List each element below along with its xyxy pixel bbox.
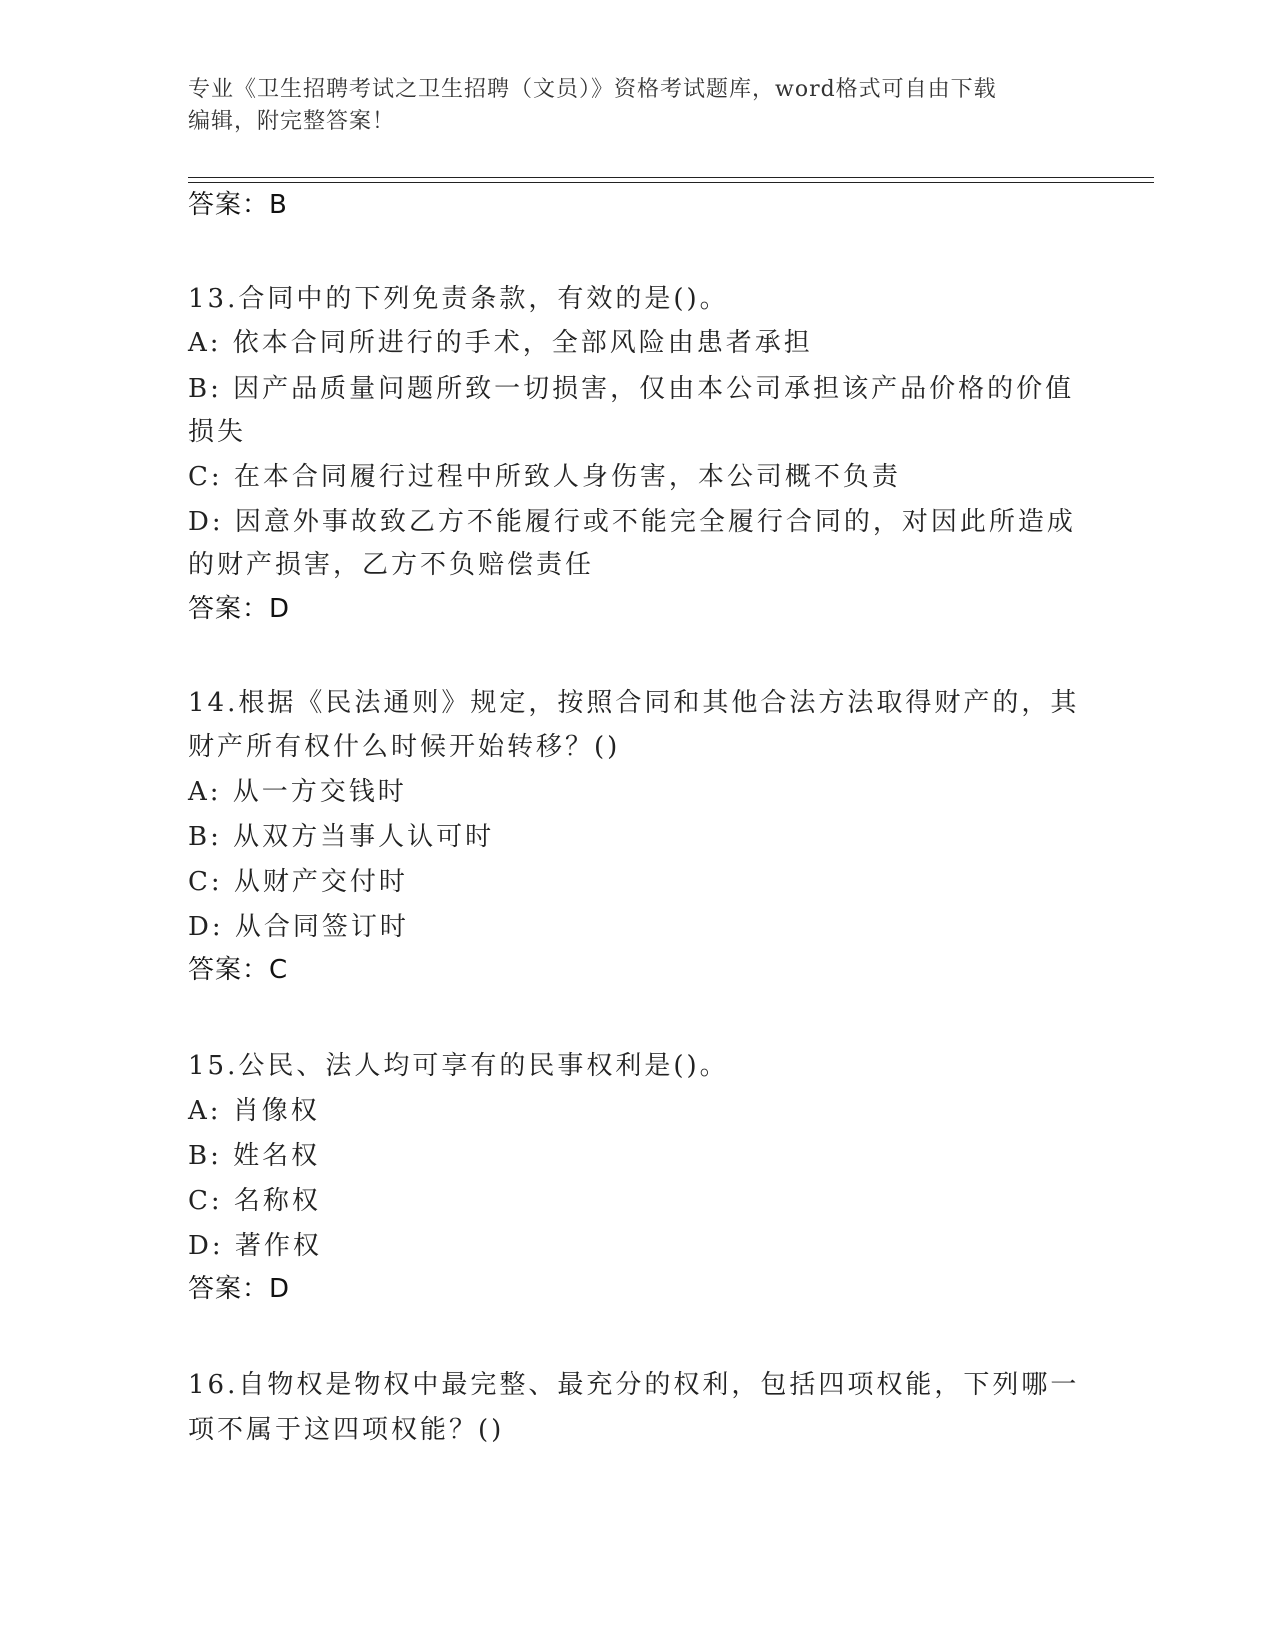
q15-answer: 答案：D: [188, 1274, 291, 1304]
q13-answer: 答案：D: [188, 594, 291, 624]
q14-option-b: B: 从双方当事人认可时: [188, 822, 495, 852]
header-rule-top: [188, 177, 1154, 178]
q16-stem-line2: 项不属于这四项权能？(): [188, 1415, 505, 1445]
q13-option-b-line2: 损失: [188, 417, 247, 447]
q13-option-c: C: 在本合同履行过程中所致人身伤害，本公司概不负责: [188, 462, 901, 492]
q15-option-a: A: 肖像权: [188, 1096, 320, 1126]
q14-option-c: C: 从财产交付时: [188, 867, 408, 897]
q15-option-c: C: 名称权: [188, 1186, 321, 1216]
document-header: [188, 74, 1078, 138]
q13-option-b-line1: B: 因产品质量问题所致一切损害，仅由本公司承担该产品价格的价值: [188, 374, 1075, 404]
q14-stem-line2: 财产所有权什么时候开始转移？(): [188, 732, 621, 762]
header-rule-bottom: [188, 182, 1154, 183]
q14-stem-line1: 14.根据《民法通则》规定，按照合同和其他合法方法取得财产的，其: [188, 688, 1080, 718]
q14-answer: 答案：C: [188, 955, 289, 985]
q16-stem-line1: 16.自物权是物权中最完整、最充分的权利，包括四项权能，下列哪一: [188, 1370, 1080, 1400]
q13-option-d-line2: 的财产损害，乙方不负赔偿责任: [188, 550, 595, 580]
q13-option-a: A: 依本合同所进行的手术，全部风险由患者承担: [188, 328, 813, 358]
q15-option-b: B: 姓名权: [188, 1141, 321, 1171]
prev-answer: 答案：B: [188, 190, 288, 220]
q15-option-d: D: 著作权: [188, 1231, 322, 1261]
q13-option-d-line1: D: 因意外事故致乙方不能履行或不能完全履行合同的，对因此所造成: [188, 507, 1076, 537]
q14-option-d: D: 从合同签订时: [188, 912, 409, 942]
q13-stem: 13.合同中的下列免责条款，有效的是()。: [188, 284, 729, 314]
header-line-1: 专业《卫生招聘考试之卫生招聘（文员）》资格考试题库，word格式可自由下载: [188, 77, 997, 102]
header-line-2: 编辑，附完整答案！: [188, 109, 396, 134]
q15-stem: 15.公民、法人均可享有的民事权利是()。: [188, 1051, 729, 1081]
q14-option-a: A: 从一方交钱时: [188, 777, 407, 807]
